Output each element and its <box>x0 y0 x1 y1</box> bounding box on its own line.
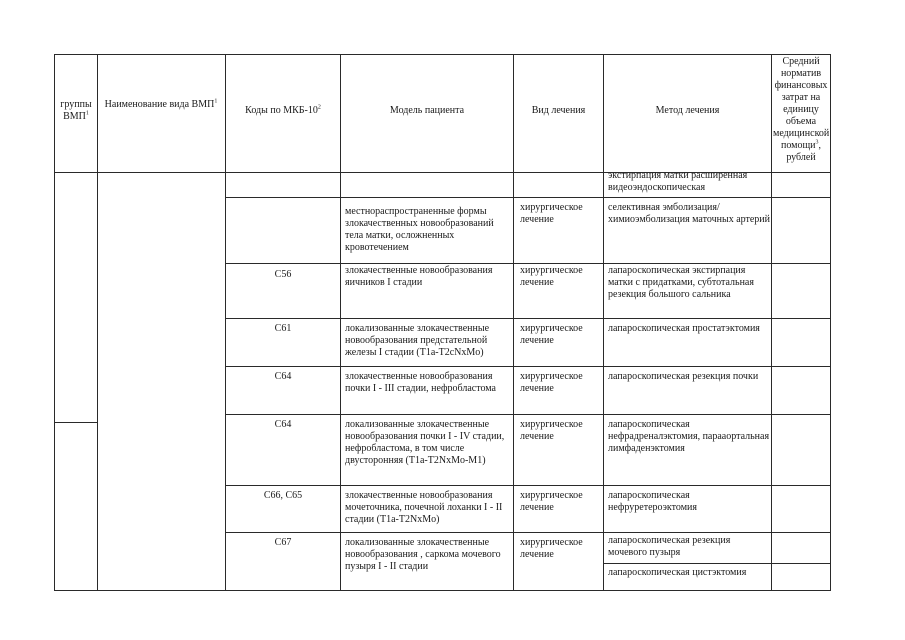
row-treatment-type: хирургическое лечение <box>520 265 583 288</box>
row-model: локализованные злокачественные новообразования почки I - IV стадии, нефробластома, в том числе двусторонняя (T1a-T2NxMo-M1) <box>345 419 505 466</box>
row-treatment-type: хирургическое лечение <box>520 323 583 346</box>
row-icd-code: C67 <box>274 537 292 548</box>
header-group: группы ВМП$^1$ <box>60 99 92 122</box>
row-method: лапароскопическая простатэктомия <box>608 323 760 334</box>
row-model: локализованные злокачественные новообразования предстательной железы I стадии (T1a-T2cNxMo) <box>345 323 490 358</box>
row-icd-code: C64 <box>274 419 292 430</box>
row-treatment-type: хирургическое лечение <box>520 537 583 560</box>
header-model: Модель пациента <box>389 105 465 116</box>
row-treatment-type: хирургическое лечение <box>520 202 583 225</box>
row-icd-code: C56 <box>274 269 292 280</box>
row-method: лапароскопическая цистэктомия <box>608 567 747 578</box>
row-treatment-type: хирургическое лечение <box>520 371 583 394</box>
row-method: лапароскопическая экстирпация матки с придатками, субтотальная резекция большого сальника <box>608 265 754 300</box>
row-model: злокачественные новообразования мочеточника, почечной лоханки I - II стадии (T1a-T2NxMo) <box>345 490 503 525</box>
header-cost: Средний норматив финансовых затрат на единицу объема медицинской помощи$^3$, рублей <box>773 56 830 163</box>
row-icd-code: C64 <box>274 371 292 382</box>
row-method: лапароскопическая нефруретероэктомия <box>608 490 697 513</box>
header-treatment-type: Вид лечения <box>531 105 586 116</box>
row-method: лапароскопическая резекция мочевого пузыря <box>608 535 731 558</box>
row-icd-code: C66, C65 <box>263 490 303 501</box>
row-method: селективная эмболизация/химиоэмболизация маточных артерий <box>608 202 771 225</box>
row-method: экстирпация матки расширенная видеоэндоскопическая <box>608 170 748 193</box>
row-treatment-type: хирургическое лечение <box>520 419 583 442</box>
header-name: Наименование вида ВМП$^1$ <box>104 98 218 110</box>
row-treatment-type: хирургическое лечение <box>520 490 583 513</box>
row-model: злокачественные новообразования почки I - III стадии, нефробластома <box>345 371 496 394</box>
row-model: злокачественные новообразования яичников I стадии <box>345 265 493 288</box>
row-model: местнораспространенные формы злокачественных новообразований тела матки, осложненных кровотечением <box>345 206 494 253</box>
row-icd-code: C61 <box>274 323 292 334</box>
header-method: Метод лечения <box>655 105 720 116</box>
row-method: лапароскопическая резекция почки <box>608 371 759 382</box>
row-model: локализованные злокачественные новообразования , саркома мочевого пузыря I - II стадии <box>345 537 501 572</box>
header-codes: Коды по МКБ-$10^2$ <box>245 104 321 116</box>
row-method: лапароскопическая нефрадреналэктомия, парааортальная лимфаденэктомия <box>608 419 770 454</box>
